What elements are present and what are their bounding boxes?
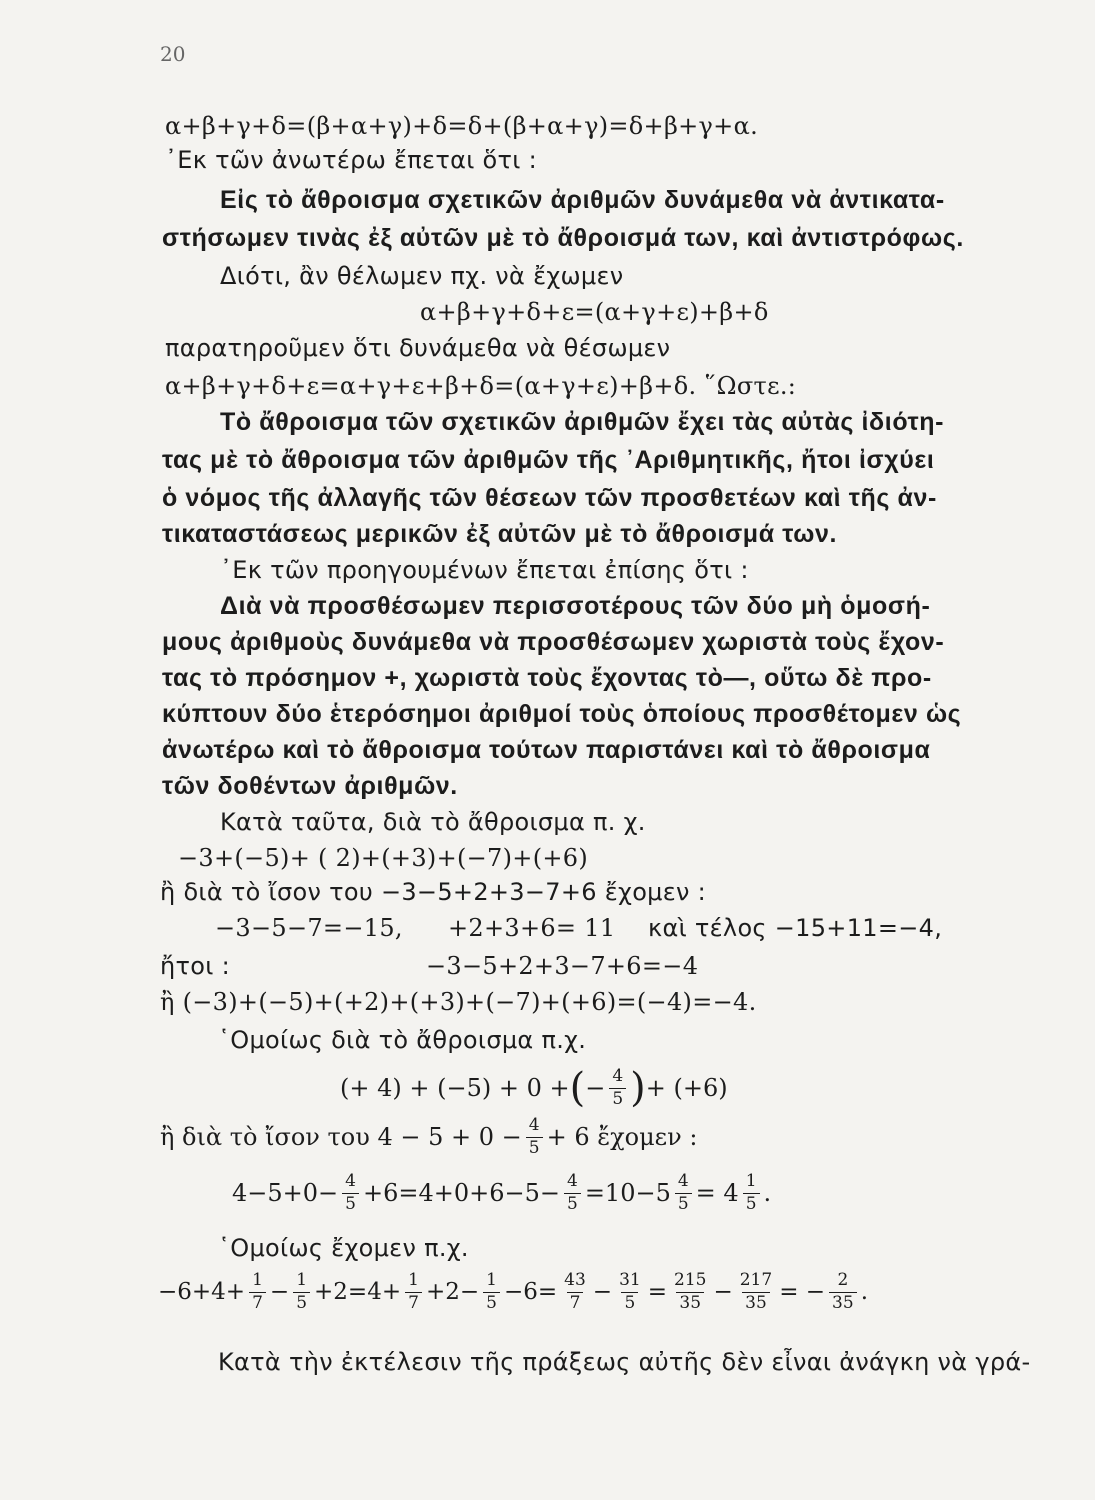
fraction-denominator: 5: [609, 1088, 626, 1109]
bold-rule-line-12: τικαταστάσεως μερικῶν ἐξ αὐτῶν μὲ τὸ ἄθροισμά των.: [162, 520, 838, 548]
eq30-sign-3: =: [647, 1279, 667, 1305]
eq30-sign-2: −: [592, 1279, 613, 1305]
fraction: [405, 1269, 422, 1313]
text-line-5: Διότι, ἂν θέλωμεν πχ. νὰ ἔχωμεν: [220, 262, 624, 290]
eq29-part-b: +6=4+0+6−5−: [362, 1179, 560, 1207]
fraction: [342, 1170, 359, 1214]
text-line-24a: ἤτοι :: [160, 952, 230, 980]
bold-rule-line-14: Διὰ νὰ προσθέσωμεν περισσοτέρους τῶν δύο μὴ ὁμοσή-: [220, 592, 931, 620]
text-line-2: ᾿Εκ τῶν ἀνωτέρω ἔπεται ὅτι :: [165, 146, 538, 174]
bold-rule-line-3: Εἰς τὸ ἄθροισμα σχετικῶν ἀριθμῶν δυνάμεθα νὰ ἀντικατα-: [220, 186, 945, 214]
fraction-denominator: 5: [675, 1193, 692, 1214]
fraction-denominator: 7: [567, 1292, 584, 1313]
fraction-numerator: 4: [345, 1170, 356, 1191]
fraction: [561, 1269, 589, 1313]
fraction: [609, 1065, 626, 1109]
fraction: [671, 1269, 709, 1313]
equation-line-24b: −3−5+2+3−7+6=−4: [426, 952, 699, 980]
eq28-part-a: ἢ διὰ τὸ ἴσον του 4 − 5 + 0 −: [160, 1123, 522, 1151]
eq29-part-c: =10−5: [584, 1179, 671, 1207]
fraction-numerator: 1: [486, 1269, 497, 1290]
eq30-sign-1: −: [269, 1279, 290, 1305]
fraction: [249, 1269, 266, 1313]
fraction-denominator: 7: [405, 1292, 422, 1313]
fraction: [564, 1170, 581, 1214]
fraction-numerator: 4: [677, 1170, 689, 1191]
equation-line-29: [232, 1166, 771, 1220]
fraction-numerator: 43: [564, 1269, 586, 1290]
bold-rule-line-19: τῶν δοθέντων ἀριθμῶν.: [162, 772, 458, 800]
eq30-part-b: +2=4+: [314, 1279, 402, 1305]
fraction: [616, 1269, 644, 1313]
equation-line-23c: καὶ τέλος −15+11=−4,: [648, 914, 943, 942]
equation-line-21: −3+(−5)+ ( 2)+(+3)+(−7)+(+6): [178, 844, 589, 872]
equation-line-1: α+β+γ+δ=(β+α+γ)+δ=δ+(β+α+γ)=δ+β+γ+α.: [165, 112, 759, 140]
fraction: [829, 1269, 857, 1313]
fraction-numerator: 2: [837, 1269, 849, 1290]
text-line-20: Κατὰ ταῦτα, διὰ τὸ ἄθροισμα π. χ.: [220, 808, 646, 836]
text-line-7: παρατηροῦμεν ὅτι δυνάμεθα νὰ θέσωμεν: [165, 334, 671, 362]
fraction: [743, 1170, 760, 1214]
fraction-denominator: 5: [342, 1193, 359, 1214]
fraction-numerator: 4: [612, 1065, 624, 1086]
fraction-numerator: 31: [619, 1269, 641, 1290]
fraction: [526, 1114, 543, 1158]
fraction: [483, 1269, 500, 1313]
fraction-denominator: 7: [249, 1292, 266, 1313]
bold-rule-line-18: ἀνωτέρω καὶ τὸ ἄθροισμα τούτων παριστάνει καὶ τὸ ἄθροισμα: [162, 736, 931, 764]
fraction-numerator: 4: [566, 1170, 578, 1191]
equation-line-8: α+β+γ+δ+ε=α+γ+ε+β+δ=(α+γ+ε)+β+δ. ῞Ωστε.:: [165, 372, 797, 400]
fraction-numerator: 1: [252, 1269, 263, 1290]
equation-line-25: ἢ (−3)+(−5)+(+2)+(+3)+(−7)+(+6)=(−4)=−4.: [160, 988, 757, 1016]
bold-rule-line-15: μους ἀριθμοὺς δυνάμεθα νὰ προσθέσωμεν χωριστὰ τοὺς ἔχον-: [162, 628, 945, 656]
fraction-denominator: 5: [483, 1292, 500, 1313]
text-line-22: ἢ διὰ τὸ ἴσον του −3−5+2+3−7+6 ἔχομεν :: [160, 878, 707, 906]
text-line-28: ῾Ομοίως ἔχομεν π.χ.: [218, 1234, 469, 1262]
eq30-part-e: .: [860, 1279, 868, 1305]
bold-rule-line-4: στήσωμεν τινὰς ἐξ αὐτῶν μὲ τὸ ἄθροισμά των, καὶ ἀντιστρόφως.: [162, 224, 964, 252]
eq27-right-paren: ): [630, 1065, 646, 1111]
eq28-part-b: + 6 ἔχομεν :: [546, 1123, 698, 1151]
fraction-denominator: 5: [526, 1137, 543, 1158]
eq29-part-e: .: [763, 1179, 772, 1207]
eq30-part-d: −6=: [503, 1279, 558, 1305]
eq27-part-a: (+ 4) + (−5) + 0 +: [340, 1074, 570, 1102]
bold-rule-line-17: κύπτουν δύο ἑτερόσημοι ἀριθμοί τοὺς ὁποίους προσθέτομεν ὡς: [162, 700, 962, 728]
text-line-29: Κατὰ τὴν ἐκτέλεσιν τῆς πράξεως αὐτῆς δὲν εἶναι ἀνάγκη νὰ γρά-: [218, 1348, 1031, 1376]
text-line-26: ῾Ομοίως διὰ τὸ ἄθροισμα π.χ.: [218, 1026, 587, 1054]
bold-rule-line-9: Τὸ ἄθροισμα τῶν σχετικῶν ἀριθμῶν ἔχει τὰς αὐτὰς ἰδιότη-: [220, 408, 945, 436]
bold-rule-line-16: τας τὸ πρόσημον +, χωριστὰ τοὺς ἔχοντας τὸ—, οὕτω δὲ προ-: [162, 664, 932, 692]
equation-line-6: α+β+γ+δ+ε=(α+γ+ε)+β+δ: [420, 298, 769, 326]
fraction-denominator: 5: [564, 1193, 581, 1214]
fraction-numerator: 1: [296, 1269, 308, 1290]
fraction-denominator: 5: [621, 1292, 638, 1313]
equation-line-28: [160, 1110, 697, 1164]
fraction: [675, 1170, 692, 1214]
fraction: [293, 1269, 310, 1313]
fraction-denominator: 5: [743, 1193, 760, 1214]
eq29-part-a: 4−5+0−: [232, 1179, 339, 1207]
bold-rule-line-10: τας μὲ τὸ ἄθροισμα τῶν ἀριθμῶν τῆς ᾿Αριθμητικῆς, ἤτοι ἰσχύει: [162, 446, 935, 474]
eq30-part-a: −6+4+: [158, 1279, 246, 1305]
fraction-numerator: 4: [528, 1114, 540, 1135]
eq30-sign-4: −: [713, 1279, 733, 1305]
eq30-sign-5: = −: [779, 1279, 826, 1305]
equation-line-30: [158, 1262, 868, 1322]
fraction-numerator: 217: [739, 1269, 773, 1290]
eq27-minus: −: [585, 1074, 606, 1102]
text-line-13: ᾿Εκ τῶν προηγουμένων ἔπεται ἐπίσης ὅτι :: [220, 556, 749, 584]
fraction-denominator: 5: [293, 1292, 310, 1313]
eq29-part-d: = 4: [695, 1179, 739, 1207]
fraction: [737, 1269, 775, 1313]
equation-line-23b: +2+3+6= 11: [448, 914, 616, 942]
equation-line-27: [340, 1058, 728, 1118]
equation-line-23a: −3−5−7=−15,: [215, 914, 403, 942]
fraction-numerator: 215: [674, 1269, 707, 1290]
fraction-denominator: 35: [676, 1292, 704, 1313]
eq30-part-c: +2−: [425, 1279, 480, 1305]
fraction-denominator: 35: [829, 1292, 857, 1313]
fraction-denominator: 35: [742, 1292, 770, 1313]
eq27-left-paren: (: [569, 1065, 586, 1111]
fraction-numerator: 1: [408, 1269, 419, 1290]
eq27-part-b: + (+6): [645, 1074, 728, 1102]
page-number: 20: [160, 42, 186, 66]
bold-rule-line-11: ὁ νόμος τῆς ἀλλαγῆς τῶν θέσεων τῶν προσθετέων καὶ τῆς ἀν-: [162, 484, 937, 512]
fraction-numerator: 1: [745, 1170, 757, 1191]
